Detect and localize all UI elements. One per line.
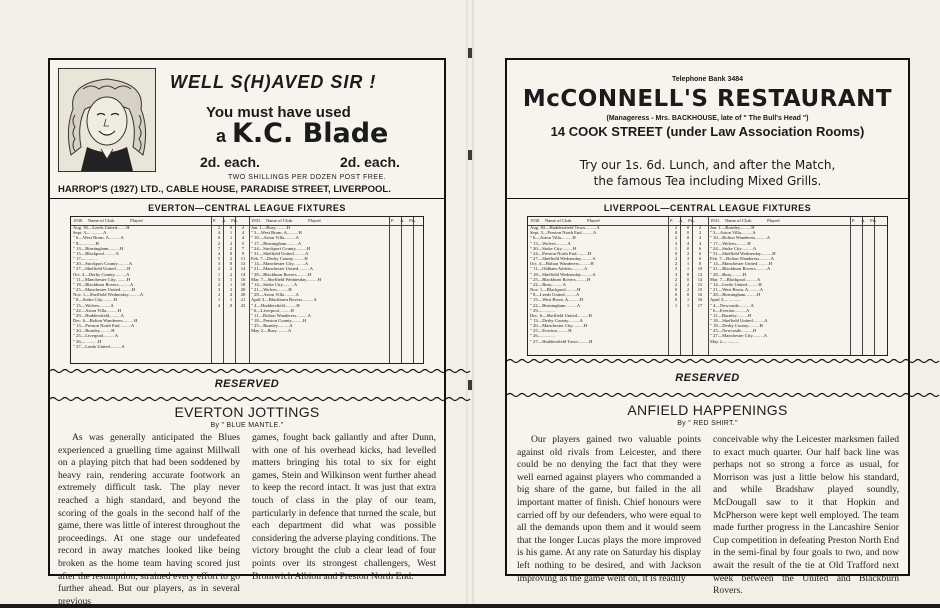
fixtures-header: 1930. Name of Club. Played (73, 218, 143, 223)
fixture-row: Sept. 3— ..........A (73, 230, 107, 236)
goals-for: 0 (674, 287, 678, 293)
fixture-row: Jan. 1—Bury..........H (251, 225, 291, 231)
fixture-row: Jan. 1—Burnley..........H (710, 225, 755, 231)
fixture-row: " 15—West Brom. A..........H (530, 297, 584, 303)
points: 4 (241, 230, 245, 236)
ad-offer-1: Try our 1s. 6d. Lunch, and after the Match, (579, 158, 836, 172)
fixture-row: " 10—Bolton Wanderers..........A (710, 235, 771, 241)
liverpool-fixtures-1930 (530, 218, 668, 344)
goals-for: 4 (217, 302, 221, 308)
article-byline: By " RED SHIRT." (677, 420, 738, 427)
goals-for: 1 (674, 302, 678, 308)
ad-line-2-prefix: a (216, 126, 227, 146)
article-column-2: games, fought back gallantly and after Dunn, with one of his overhead kicks, had levelled matters bringing his total to six for eight games, Stein and Wilkinson went further ahead to keep the record intact. It was just that extra touch of class in the play of our team, particularly in defence that turned the scale, but each department did what was possible considering the adverse playing conditions. The victory brought the club a clear lead of four points over its strongest challengers, West Bromwich Albion and Preston North End. (252, 432, 436, 582)
ad-price-right: 2d. each. (340, 154, 400, 170)
fixture-row: " 8—Leeds United..........A (530, 292, 580, 298)
goals-against: 2 (686, 287, 690, 293)
goals-against: 1 (686, 297, 690, 303)
goals-against: 0 (229, 261, 233, 267)
goals-for: 0 (674, 292, 678, 298)
points: 16 (697, 297, 703, 303)
fixture-row: " 27—Manchester City..........A (710, 333, 768, 339)
fixture-row: " 26— .......... (530, 333, 555, 339)
fixture-row: " 6—Everton..........A (710, 307, 750, 313)
fixture-row: " 10—Aston Villa..........A (251, 235, 299, 241)
fixture-row: " 13—Derby County..........A (530, 317, 583, 323)
article-column-2: conceivable why the Leicester marksmen failed to exact much quarter. Our half back line was perhaps not so strong a force as usual, for Morrison was just a little below his standard, and while Bradshaw played soundly, McDougall saw to it that Hopkin and McPherson were kept well employed. The team made further progress in the Lancashire Senior Cup competition in defeating Preston North End in the semi-final by four goals to two, and now await the result of the tie at Old Trafford next week between the United and Blackburn Rovers. (713, 434, 899, 597)
wavy-divider (507, 392, 908, 398)
fixture-row: Aug. 30—Huddersfield Town..........A (530, 225, 600, 231)
points: 10 (697, 266, 703, 272)
goals-against: 2 (686, 281, 690, 287)
fixture-row: " 21—Wolves..........H (251, 287, 292, 293)
fixture-row: " 14—Manchester City..........A (251, 261, 309, 267)
article-column-1: Our players gained two valuable points against old rivals from Leicester, and there could be no denying the fact that they were well earned against players who commanded a big share of the game, but failed in the all important matter of finish. Chief honours were carried off by our defenders, who were equal to all the demands upon them and it would seem that the longer Lucas plays the more improved is his game. At any rate on Saturday his display left nothing to be desired, and with Jackson improving as the game went on, it is readily (517, 434, 701, 584)
points: 21 (240, 297, 246, 303)
fixture-row: May 2—Bury..........A (251, 328, 292, 334)
goals-against: 2 (229, 271, 233, 277)
fixture-row: " 6—Aston Villa..........H (530, 235, 576, 241)
goals-against: 1 (686, 261, 690, 267)
points: 15 (697, 281, 703, 287)
fixture-row: April 3— .......... (710, 297, 741, 303)
goals-against: 1 (229, 276, 233, 282)
points: 20 (240, 287, 246, 293)
goals-for: 5 (217, 256, 221, 262)
ad-headline: WELL S(H)AVED SIR ! (170, 72, 377, 92)
ad-address: 14 COOK STREET (under Law Association Rooms) (550, 124, 865, 139)
article-title: EVERTON JOTTINGS (174, 404, 320, 420)
restaurant-name: McCONNELL'S RESTAURANT (522, 86, 893, 112)
fixture-row: " 11—Burnley..........H (710, 312, 752, 318)
goals-against: 2 (686, 250, 690, 256)
points: 6 (698, 256, 702, 262)
fixture-row: " 25—Blackburn Rovers..........H (530, 276, 591, 282)
goals-against: 1 (229, 230, 233, 236)
goals-for: 3 (217, 261, 221, 267)
points: 13 (240, 261, 246, 267)
fixture-row: " 25—Burnley..........A (251, 323, 293, 329)
left-page (48, 58, 446, 607)
goals-against: 2 (229, 287, 233, 293)
goals-for: 3 (217, 287, 221, 293)
points: 16 (240, 276, 246, 282)
fixture-row: " 18—Sheffield Wednesday..........A (530, 271, 596, 277)
points: 6 (698, 250, 702, 256)
points: 9 (241, 250, 245, 256)
points: 14 (240, 271, 246, 277)
goals-for: 2 (217, 281, 221, 287)
ad-line-1: You must have used (206, 104, 351, 121)
fixtures-header: 1930. Name of Club. Played (530, 218, 600, 223)
goals-for: 0 (217, 235, 221, 241)
fixture-row: " 18—Blackburn Rovers..........A (73, 281, 134, 287)
goals-against: 0 (229, 250, 233, 256)
divider (50, 198, 444, 199)
fixture-row: " 31—Sheffield Wednesday..........H (710, 250, 776, 256)
fixture-row: " 20—Stoke City..........H (530, 245, 577, 251)
points: 16 (697, 292, 703, 298)
fixture-row: " 18—Sheffield United..........A (710, 317, 768, 323)
wavy-divider (50, 396, 444, 402)
goals-for: 2 (674, 276, 678, 282)
fixture-row: " 3—Aston Villa..........A (710, 230, 756, 236)
goals-against: 4 (229, 292, 233, 298)
fixture-row: " 24—Stoke City..........A (710, 245, 757, 251)
goals-against: 1 (686, 302, 690, 308)
fixture-row: April 3—Blackburn Rovers..........A (251, 297, 317, 303)
points: 14 (697, 276, 703, 282)
fixture-row: " 18—Derby County..........H (710, 323, 763, 329)
fixture-row: Aug. 30—Leeds United........H (73, 225, 130, 231)
goals-for: 4 (217, 230, 221, 236)
goals-for: 3 (674, 266, 678, 272)
fixture-row: Sept. 3—Preston North End..........A (530, 230, 597, 236)
everton-fixtures-1931: 1931. Name of Club. Played Jan. 1—Bury..........H " 3—West Brom. A..........H " 10—Aston Villa..........A " 17—Birmingham..........A " 24—Stockport County..........H " 31—Sheffield United..........A Feb. 7—Derby County..........H " 14—Manchester City..........A " 21—Manchester United..........A " 28—Blackburn Rovers..........H Mar. 7—Sheffield Wednesday..........H " 14—Stoke City..........A " 21—Wolves..........H " 28—Aston Villa..........A April 3—Blackburn Rovers..........A " 4—Huddersfield..........H " 6—Liverpool..........H " 11—Bolton Wanderers..........A " 18—Preston County..........H " 25—Burnley..........A May 2—Bury..........A (251, 218, 389, 333)
center-fold (466, 0, 474, 604)
goals-for: 2 (217, 225, 221, 231)
fixture-row: " 25—Newcastle..........H (710, 328, 757, 334)
fixture-row: " 3—West Brom. A..........H (251, 230, 302, 236)
goals-against: 0 (686, 271, 690, 277)
fixture-row: " 25—Liverpool..........A (73, 333, 119, 339)
ad-telephone: Telephone Bank 3484 (671, 76, 744, 83)
fixture-row: " 28—Blackburn Rovers..........H (251, 271, 312, 277)
fixture-row: " 27—Huddersfield Town..........H (530, 338, 593, 344)
fixture-row: " 21—Blackburn Rovers..........A (710, 266, 771, 272)
fixture-row: " 15—Wolves..........A (73, 302, 114, 308)
points: 4 (698, 235, 702, 241)
points: 23 (240, 302, 246, 308)
fixture-row: " 11—Oldham Athletic..........A (530, 266, 588, 272)
fixture-row: Feb. 7—Bolton Wanderers..........A (710, 256, 774, 262)
article-title: ANFIELD HAPPENINGS (627, 402, 788, 418)
divider (507, 198, 908, 199)
goals-against: 0 (686, 292, 690, 298)
fixture-row: Dec. 6—Sheffield United..........H (530, 312, 592, 318)
goals-against: 2 (229, 266, 233, 272)
goals-for: 0 (674, 250, 678, 256)
reserved-label: RESERVED (675, 372, 740, 384)
fixture-row: Oct. 4—Bolton Wanderers..........H (530, 261, 594, 267)
fixture-row: " 17—Birmingham..........A (251, 240, 302, 246)
fixture-row: May 2— .......... (710, 338, 740, 344)
ad-manageress: (Manageress - Mrs. BACKHOUSE, late of " The Bull's Head ") (606, 115, 809, 122)
wavy-divider (507, 358, 908, 364)
fixture-row: " 25—Manchester United..........H (73, 287, 136, 293)
goals-for: 1 (217, 297, 221, 303)
liverpool-fixtures-title: LIVERPOOL—CENTRAL LEAGUE FIXTURES (603, 203, 812, 213)
goals-for: 3 (674, 240, 678, 246)
fixture-row: " 24—Preston North End..........H (530, 250, 592, 256)
goals-against: 0 (686, 230, 690, 236)
fixture-row: " 28—Bury..........H (710, 271, 746, 277)
result-row (213, 303, 249, 308)
points: 5 (241, 240, 245, 246)
judge-face-icon (59, 69, 155, 171)
fixture-row: Nov. 1—Sheffield Wednesday..........A (73, 292, 144, 298)
fixture-row: Nov. 1—Blackpool..........H (530, 287, 581, 293)
fixture-row: " 29—Huddersfield..........A (73, 312, 124, 318)
goals-for: 2 (674, 225, 678, 231)
fixture-row: " 28—Aston Villa..........A (251, 292, 299, 298)
fixture-row: " 13—Wolves..........A (530, 240, 571, 246)
goals-for: 4 (217, 250, 221, 256)
goals-for: 1 (674, 245, 678, 251)
fixture-row: " 4—Newcastle..........A (710, 302, 754, 308)
goals-for: 3 (217, 276, 221, 282)
fixture-row: " 14—Manchester United..........H (710, 261, 773, 267)
fixture-row: Feb. 7—Derby County..........H (251, 256, 308, 262)
points: 17 (697, 302, 703, 308)
goals-for: 7 (217, 245, 221, 251)
fixture-row: " 8—Stoke City..........H (73, 297, 117, 303)
fixture-row: " 6—West Brom. A..........A (73, 235, 124, 241)
fixture-row: " 27—Leeds United..........A (73, 343, 125, 349)
goals-for: 3 (674, 271, 678, 277)
fixture-row: " 26— ..........H (73, 338, 102, 344)
everton-results-1930: F. A. Pts. 2 0 2 4 1 4 0 1 4 2 2 5 7 2 7 4 0 9 5 2 11 3 0 13 2 2 14 1 2 14 3 1 16 2 1 18 3 2 20 2 4 20 1 1 21 4 0 23 (213, 218, 249, 308)
points: 6 (698, 245, 702, 251)
fixture-row: " 14—Leeds United..........H (710, 281, 762, 287)
points: 2 (241, 225, 245, 231)
fixture-row: " 27—Sheffield United..........H (73, 266, 131, 272)
wavy-divider (50, 368, 444, 374)
goals-against: 0 (686, 276, 690, 282)
liverpool-fixtures-table (527, 216, 888, 356)
goals-for: 2 (674, 261, 678, 267)
article-column-1: As was generally anticipated the Blues experienced a gruelling time against Millwall on a playing pitch that had been soddened by heavy rain, rendering accurate footwork an extremely difficult task. The play never reached a high standard, and beyond the scoring of the goals in the second half of the game, there was little of interest throughout the proceedings. At one stage our undefeated record in away matches looked like being broken as the home team having scored just after the resumption, strained every effort to go further ahead. But our players, as in several previous (58, 432, 240, 607)
liverpool-fixtures-1931: 1931. Name of Club. Played Jan. 1—Burnley..........H " 3—Aston Villa..........A " 10—Bolton Wanderers..........A " 17—Wolves..........H " 24—Stoke City..........A " 31—Sheffield Wednesday..........H Feb. 7—Bolton Wanderers..........A " 14—Manchester United..........H " 21—Blackburn Rovers..........A " 28—Bury..........H Mar. 7—Blackpool..........A " 14—Leeds United..........H " 21—West Brom. A..........A " 28—Birmingham..........H April 3— .......... " 4—Newcastle..........A " 6—Everton..........A " 11—Burnley..........H " 18—Sheffield United..........A " 18—Derby County..........H " 25—Newcastle..........H " 27—Manchester City..........A May 2— .......... (710, 218, 848, 344)
goals-against: 0 (229, 302, 233, 308)
fixture-row: " 6—Liverpool..........H (251, 307, 294, 313)
fixture-row: " 25—Everton..........H (530, 328, 572, 334)
fixture-row: " 18—Preston County..........H (251, 317, 307, 323)
fixture-row: " 28—Birmingham..........H (710, 292, 761, 298)
goals-against: 1 (229, 281, 233, 287)
points: 15 (697, 287, 703, 293)
goals-against: 4 (686, 240, 690, 246)
fixture-row: " 22—Aston Villa..........H (73, 307, 121, 313)
fixture-row: " 21—West Brom. A..........A (710, 287, 764, 293)
fixture-row: " 20—Stockport County..........A (73, 261, 133, 267)
points: 20 (240, 292, 246, 298)
goals-against: 1 (229, 297, 233, 303)
goals-against: 0 (686, 245, 690, 251)
ad-address: HARROP'S (1927) LTD., CABLE HOUSE, PARADISE STREET, LIVERPOOL. (58, 184, 391, 195)
goals-for: 2 (217, 240, 221, 246)
fixture-row: " 4—Huddersfield..........H (251, 302, 300, 308)
fixture-row: " 17—Wolves..........H (710, 240, 751, 246)
fixture-row: " 17— .......... (73, 256, 98, 262)
goals-for: 0 (674, 230, 678, 236)
goals-for: 2 (674, 256, 678, 262)
ad-product-name: K.C. Blade (232, 118, 389, 149)
fixture-row: " 13—Birmingham..........H (73, 245, 124, 251)
everton-fixtures-title: EVERTON—CENTRAL LEAGUE FIXTURES (148, 203, 346, 213)
goals-against: 0 (686, 235, 690, 241)
fixture-row: Oct. 4—Derby County..........A (73, 271, 130, 277)
staple-top (468, 48, 472, 58)
points: 7 (241, 245, 245, 251)
goals-for: 2 (217, 292, 221, 298)
ad-price-left: 2d. each. (200, 154, 260, 170)
goals-for: 2 (674, 281, 678, 287)
points: 14 (240, 266, 246, 272)
fixture-row: " 29— .......... (530, 307, 555, 313)
points: 12 (697, 271, 703, 277)
points: 11 (240, 256, 246, 262)
goals-against: 2 (229, 240, 233, 246)
liverpool-results-1931: F. A. Pts. (852, 218, 877, 223)
article-byline: By " BLUE MANTLE." (210, 422, 284, 429)
fixture-row: " 27—Sheffield Wednesday..........A (530, 256, 596, 262)
staple-lower (468, 380, 472, 390)
goals-against: 2 (229, 245, 233, 251)
goals-for: 2 (674, 235, 678, 241)
goals-against: 0 (229, 225, 233, 231)
fixture-row: Mar. 7—Blackpool..........A (710, 276, 761, 282)
fixture-row: Dec. 6—Bolton Wanderers..........H (73, 317, 138, 323)
goals-against: 0 (686, 225, 690, 231)
staple-middle (468, 150, 472, 160)
everton-fixtures-table (70, 216, 424, 364)
fixture-row: " 13—Preston North End..........A (73, 323, 135, 329)
points: 4 (698, 240, 702, 246)
fixture-row: " 11—Manchester City..........H (73, 276, 131, 282)
goals-for: 2 (217, 266, 221, 272)
fixture-row: " 14—Stoke City..........A (251, 281, 298, 287)
goals-against: 1 (686, 266, 690, 272)
fixture-row: " 31—Sheffield United..........A (251, 250, 309, 256)
fixture-row: " 21—Manchester United..........A (251, 266, 314, 272)
points: 2 (698, 225, 702, 231)
liverpool-results-1930: F. A. Pts. 2 0 2 0 0 2 2 0 4 3 4 4 1 0 6 0 2 6 2 3 6 2 1 8 3 1 10 3 0 12 2 0 14 2 2 15 0 2 15 0 0 16 0 1 16 1 1 17 (670, 218, 706, 308)
everton-fixtures-1930 (73, 218, 211, 349)
fixture-row: " 20—Manchester City..........H (530, 323, 588, 329)
goals-for: 0 (674, 297, 678, 303)
everton-results-1931: F. A. Pts. (391, 218, 416, 223)
points: 8 (698, 261, 702, 267)
points: 4 (241, 235, 245, 241)
goals-against: 2 (229, 256, 233, 262)
right-page (505, 58, 910, 597)
fixture-row: " 22—Birmingham..........A (530, 302, 581, 308)
ad-dozen-price: TWO SHILLINGS PER DOZEN POST FREE. (228, 174, 387, 181)
points: 18 (240, 281, 246, 287)
fixture-row: " 22—Bury..........A (530, 281, 566, 287)
goals-for: 1 (217, 271, 221, 277)
result-row (670, 303, 706, 308)
fixture-row: Mar. 7—Sheffield Wednesday..........H (251, 276, 321, 282)
fixture-row: " 8— ..........H (73, 240, 99, 246)
ad-offer-2: the famous Tea including Mixed Grills. (593, 174, 822, 188)
fixture-row: " 24—Stockport County..........H (251, 245, 311, 251)
judge-portrait-illustration (58, 68, 156, 172)
fixture-row: " 15—Blackpool..........A (73, 250, 119, 256)
goals-against: 3 (686, 256, 690, 262)
fixture-row: " 20—Burnley..........H (73, 328, 115, 334)
goals-against: 1 (229, 235, 233, 241)
fixture-row: " 11—Bolton Wanderers..........A (251, 312, 311, 318)
points: 2 (698, 230, 702, 236)
reserved-label: RESERVED (214, 378, 280, 390)
